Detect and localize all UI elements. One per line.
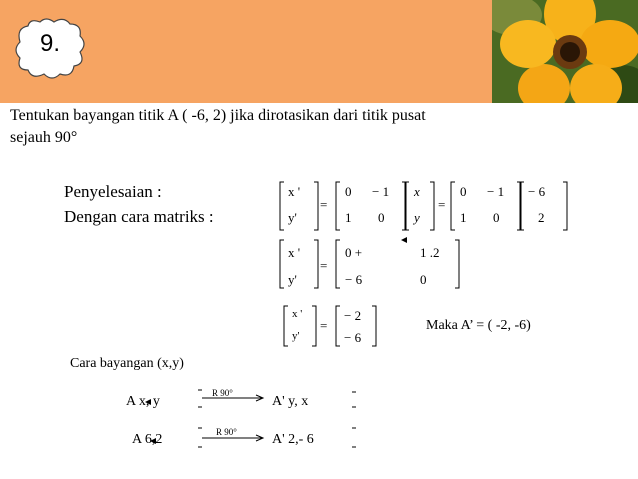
eq1-rot-b: − 1 (372, 184, 390, 199)
eq1-lhs-y: y' (288, 210, 297, 225)
question-line-1: Tentukan bayangan titik A ( -6, 2) jika dirotasikan dari titik pusat (10, 107, 426, 124)
eq2-res-d: 0 (420, 272, 427, 287)
cara-row1-left: A x, y (126, 394, 160, 409)
cara-row1-arrow-label: R 90° (212, 388, 233, 398)
cara-row1-right: A' y, x (272, 394, 309, 409)
question-line-2: sejauh 90° (10, 129, 78, 146)
cara-row2-arrow-label: R 90° (216, 427, 237, 437)
eq2-res-b: 1 .2 (420, 245, 440, 260)
eq1-rot2-b: − 1 (487, 184, 505, 199)
eq1-rot2-c: 1 (460, 210, 467, 225)
eq2-res-a: 0 + (345, 245, 363, 260)
eq3-lhs-x: x ' (292, 308, 303, 320)
eq3-res-b: − 6 (344, 330, 362, 345)
eq2-res-c: − 6 (345, 272, 363, 287)
eq2-lhs-y: y' (288, 272, 297, 287)
eq1-vec-y: y (414, 210, 420, 225)
eq1-rot-c: 1 (345, 210, 352, 225)
eq2-equals: = (320, 258, 328, 273)
label-penyelesaian: Penyelesaian : (64, 182, 162, 201)
cara-title: Cara bayangan (x,y) (70, 356, 184, 371)
slide-number: 9. (39, 30, 60, 57)
eq3-equals: = (320, 318, 328, 333)
eq3-res-a: − 2 (344, 308, 362, 323)
label-cara-matriks: Dengan cara matriks : (64, 207, 214, 226)
eq1-rot-d: 0 (378, 210, 385, 225)
answer-text: Maka A’ = ( -2, -6) (426, 318, 531, 333)
eq1-lhs-x: x ' (288, 184, 301, 199)
eq1-equals-2: = (438, 197, 446, 212)
eq1-vec-x: x (414, 184, 420, 199)
eq1-equals: = (320, 197, 328, 212)
cara-row2-right: A' 2,- 6 (272, 432, 314, 447)
eq1-rot2-a: 0 (460, 184, 467, 199)
eq1-rot-a: 0 (345, 184, 352, 199)
eq1-rot2-d: 0 (493, 210, 500, 225)
cara-row2-left: A 6,2 (132, 432, 163, 447)
eq2-lhs-x: x ' (288, 245, 301, 260)
eq3-lhs-y: y' (292, 330, 300, 342)
eq1-pt-x: − 6 (528, 184, 546, 199)
eq1-pt-y: 2 (538, 210, 545, 225)
